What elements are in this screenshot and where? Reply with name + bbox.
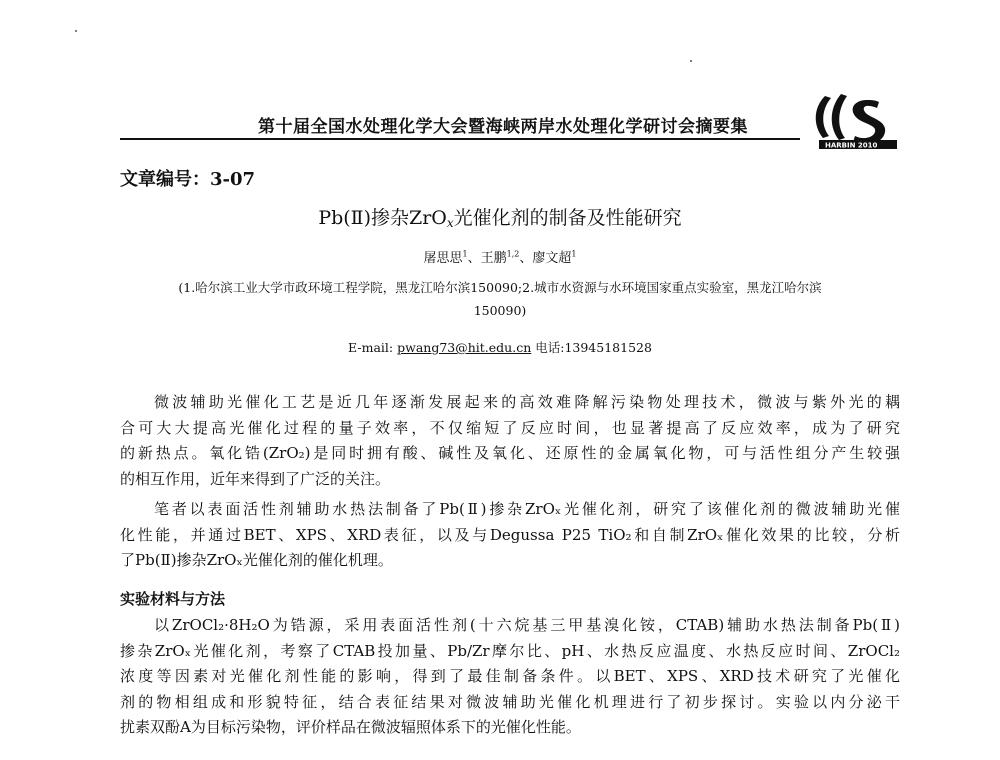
affiliation-line: 150090) xyxy=(473,303,527,318)
author-affiliation-mark: 1 xyxy=(462,249,468,259)
paragraph-line: 微波辅助光催化工艺是近几年逐渐发展起来的高效难降解污染物处理技术，微波与紫外光的耦 xyxy=(154,393,900,411)
paper-title-part2: 光催化剂的制备及性能研究 xyxy=(453,207,682,229)
paragraph-intro xyxy=(120,390,900,492)
conference-logo xyxy=(805,86,900,152)
article-number xyxy=(120,165,255,191)
author-name: 廖文超 xyxy=(532,251,572,266)
affiliation-block xyxy=(110,276,890,322)
logo-text: HARBIN 2010 xyxy=(825,141,878,150)
scan-speck xyxy=(690,60,692,62)
phone-text: 电话:13945181528 xyxy=(531,340,652,355)
paragraph-line: 合可大大提高光催化过程的量子效率，不仅缩短了反应时间，也显著提高了反应效率，成为了研究 xyxy=(120,418,900,437)
paragraph-line: 浓度等因素对光催化剂性能的影响，得到了最佳制备条件。以BET、XPS、XRD技术研究了光催化 xyxy=(120,667,900,686)
contact-line xyxy=(0,338,1000,356)
author-separator: 、 xyxy=(519,251,533,266)
header-rule xyxy=(120,138,800,140)
paragraph-line: 的新热点。氧化锆(ZrO₂)是同时拥有酸、碱性及氧化、还原性的金属氧化物，可与活性组分产生较强 xyxy=(120,444,900,463)
proceedings-title: 第十届全国水处理化学大会暨海峡两岸水处理化学研讨会摘要集 xyxy=(258,117,748,137)
paragraph-line: 以ZrOCl₂·8H₂O为锆源，采用表面活性剂(十六烷基三甲基溴化铵，CTAB)辅助水热法制备Pb(Ⅱ) xyxy=(154,616,900,634)
paragraph-line: 笔者以表面活性剂辅助水热法制备了Pb(Ⅱ)掺杂ZrOₓ光催化剂，研究了该催化剂的微波辅助光催 xyxy=(154,500,900,518)
paragraph-line: 剂的物相组成和形貌特征，结合表征结果对微波辅助光催化机理进行了初步探讨。实验以内分泌干 xyxy=(120,692,900,711)
paper-title-subscript: x xyxy=(446,216,454,230)
author-name: 王鹏 xyxy=(480,251,507,266)
email-label: E-mail: xyxy=(348,340,398,355)
article-number-value: 3-07 xyxy=(210,169,256,190)
paragraph-line: 了Pb(Ⅱ)掺杂ZrOₓ光催化剂的催化机理。 xyxy=(120,551,393,570)
author-name: 屠思思 xyxy=(423,251,463,266)
paper-title xyxy=(0,203,1000,230)
conference-logo-icon xyxy=(805,86,900,152)
article-number-label: 文章编号： xyxy=(120,169,210,190)
affiliation-line: (1.哈尔滨工业大学市政环境工程学院，黑龙江哈尔滨150090;2.城市水资源与水环境国家重点实验室，黑龙江哈尔滨 xyxy=(178,280,822,295)
running-header xyxy=(120,108,900,156)
paragraph-line: 的相互作用，近年来得到了广泛的关注。 xyxy=(120,469,391,488)
paper-title-part1: Pb(Ⅱ)掺杂ZrO xyxy=(318,207,447,229)
author-affiliation-mark: 1,2 xyxy=(506,249,520,259)
paragraph-aim xyxy=(120,497,900,574)
author-separator: 、 xyxy=(467,251,481,266)
paragraph-line: 扰素双酚A为目标污染物，评价样品在微波辐照体系下的光催化性能。 xyxy=(120,718,581,737)
paragraph-line: 掺杂ZrOₓ光催化剂，考察了CTAB投加量、Pb/Zr摩尔比、pH、水热反应温度、水热反应时间、ZrOCl₂ xyxy=(120,641,900,660)
author-list xyxy=(0,247,1000,266)
email-link[interactable]: pwang73@hit.edu.cn xyxy=(397,340,532,355)
scan-speck xyxy=(75,30,77,32)
section-heading: 实验材料与方法 xyxy=(120,590,226,608)
paragraph-methods xyxy=(120,613,900,741)
author-affiliation-mark: 1 xyxy=(571,249,577,259)
paragraph-line: 化性能，并通过BET、XPS、XRD表征，以及与Degussa P25 TiO₂和自制ZrOₓ催化效果的比较，分析 xyxy=(120,525,900,544)
